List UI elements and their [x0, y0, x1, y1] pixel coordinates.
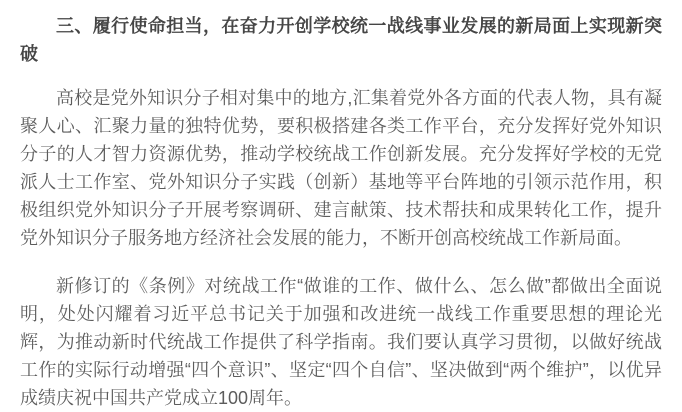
section-heading: 三、履行使命担当，在奋力开创学校统一战线事业发展的新局面上实现新突破 [20, 16, 662, 64]
paragraph-1: 高校是党外知识分子相对集中的地方,汇集着党外各方面的代表人物，具有凝聚人心、汇聚力量的独特优势，要积极搭建各类工作平台，充分发挥好党外知识分子的人才智力资源优势，推动学校统战工作创新发展。充分发挥好学校的无党派人士工作室、党外知识分子实践（创新）基地等平台阵地的引领示范作用，积极组织党外知识分子开展考察调研、建言献策、技术帮扶和成果转化工作，提升党外知识分子服务地方经济社会发展的能力，不断开创高校统战工作新局面。 [20, 88, 662, 248]
paragraph-2: 新修订的《条例》对统战工作“做谁的工作、做什么、怎么做”都做出全面说明，处处闪耀着习近平总书记关于加强和改进统一战线工作重要思想的理论光辉，为推动新时代统战工作提供了科学指南。我们要认真学习贯彻，以做好统战工作的实际行动增强“四个意识”、坚定“四个自信”、坚决做到“两个维护”，以优异成绩庆祝中国共产党成立100周年。 [20, 276, 662, 408]
